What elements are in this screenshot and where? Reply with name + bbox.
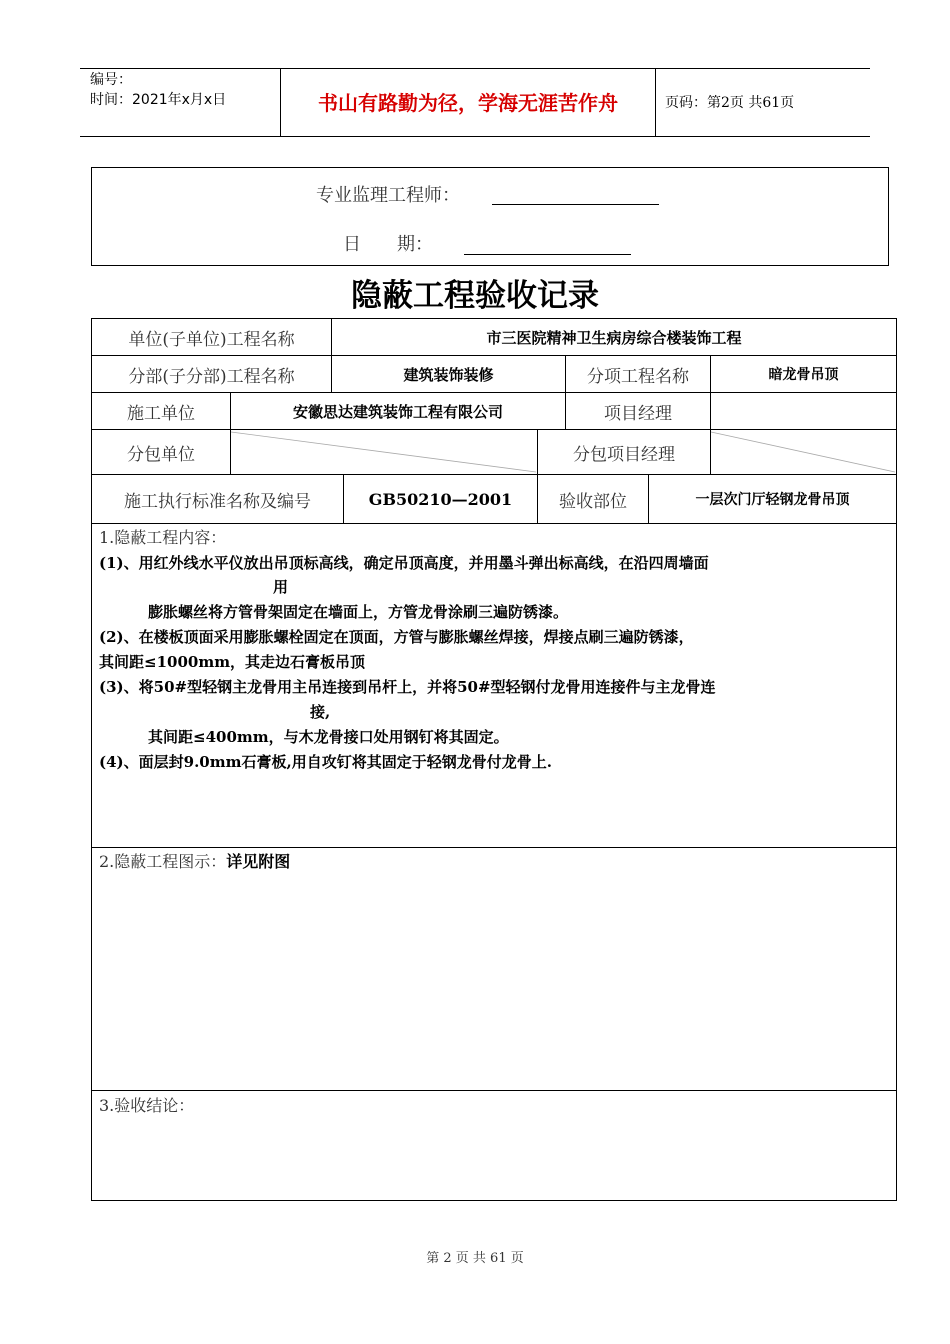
- pm-value[interactable]: [711, 393, 896, 429]
- standard-value: GB50210—2001: [368, 489, 513, 509]
- standard-label: 施工执行标准名称及编号: [124, 491, 311, 512]
- subitem-label: 分项工程名称: [587, 366, 689, 387]
- content-paragraph-2a: (2)、在楼板顶面采用膨胀螺栓固定在顶面，方管与膨胀螺丝焊接，焊接点刷三遍防锈漆，: [99, 628, 694, 646]
- content-paragraph-4: (4)、面层封9.0mm石膏板,用自攻钉将其固定于轻钢龙骨付龙骨上.: [99, 753, 552, 771]
- document-title: 隐蔽工程验收记录: [351, 278, 599, 314]
- content-paragraph-3b: 接,: [310, 703, 331, 721]
- content-paragraph-3a: (3)、将50#型轻钢主龙骨用主吊连接到吊杆上，并将50#型轻钢付龙骨用连接件与主龙骨连: [99, 678, 716, 696]
- unit-project-value: 市三医院精神卫生病房综合楼装饰工程: [486, 328, 742, 347]
- content-paragraph-1c: 膨胀螺丝将方管骨架固定在墙面上，方管龙骨涂刷三遍防锈漆。: [148, 603, 569, 621]
- location-value: 一层次门厅轻钢龙骨吊顶: [695, 492, 850, 508]
- pm-label: 项目经理: [604, 403, 672, 424]
- header-page-info: 页码：第2页 共61页: [665, 95, 795, 111]
- grid-line: [91, 1090, 897, 1091]
- division-value: 建筑装饰装修: [403, 365, 494, 384]
- content-paragraph-1b: 用: [273, 578, 289, 596]
- unit-project-label: 单位(子单位)工程名称: [128, 329, 295, 350]
- drawing-heading: [99, 851, 290, 873]
- header-time-label: 时间：2021年x月x日: [90, 92, 227, 108]
- subitem-value: 暗龙骨吊顶: [768, 367, 839, 383]
- drawing-heading-value: 详见附图: [226, 852, 291, 871]
- content-paragraph-3c: 其间距≤400mm，与木龙骨接口处用钢钉将其固定。: [148, 728, 509, 746]
- header-number-label: 编号：: [90, 72, 132, 88]
- location-label: 验收部位: [559, 491, 627, 512]
- drawing-heading-label: 2.隐蔽工程图示：: [99, 852, 227, 871]
- grid-line: [91, 1200, 897, 1201]
- date-label: 日 期：: [343, 234, 433, 255]
- content-paragraph-2b: 其间距≤1000mm，其走边石膏板吊顶: [99, 653, 366, 671]
- division-label: 分部(子分部)工程名称: [128, 366, 295, 387]
- subcontractor-label: 分包单位: [127, 444, 195, 465]
- header-motto: 书山有路勤为径，学海无涯苦作舟: [318, 91, 618, 115]
- content-heading: 1.隐蔽工程内容：: [99, 528, 227, 547]
- grid-line: [91, 847, 897, 848]
- page-footer: 第 2 页 共 61 页: [426, 1251, 524, 1266]
- contractor-value: 安徽思达建筑装饰工程有限公司: [292, 402, 503, 421]
- engineer-label: 专业监理工程师：: [316, 185, 460, 206]
- sub-pm-label: 分包项目经理: [573, 444, 675, 465]
- content-paragraph-1a: (1)、用红外线水平仪放出吊顶标高线，确定吊顶高度，并用墨斗弹出标高线，在沿四周墙面: [99, 554, 709, 572]
- conclusion-heading: 3.验收结论：: [99, 1096, 195, 1115]
- contractor-label: 施工单位: [127, 403, 195, 424]
